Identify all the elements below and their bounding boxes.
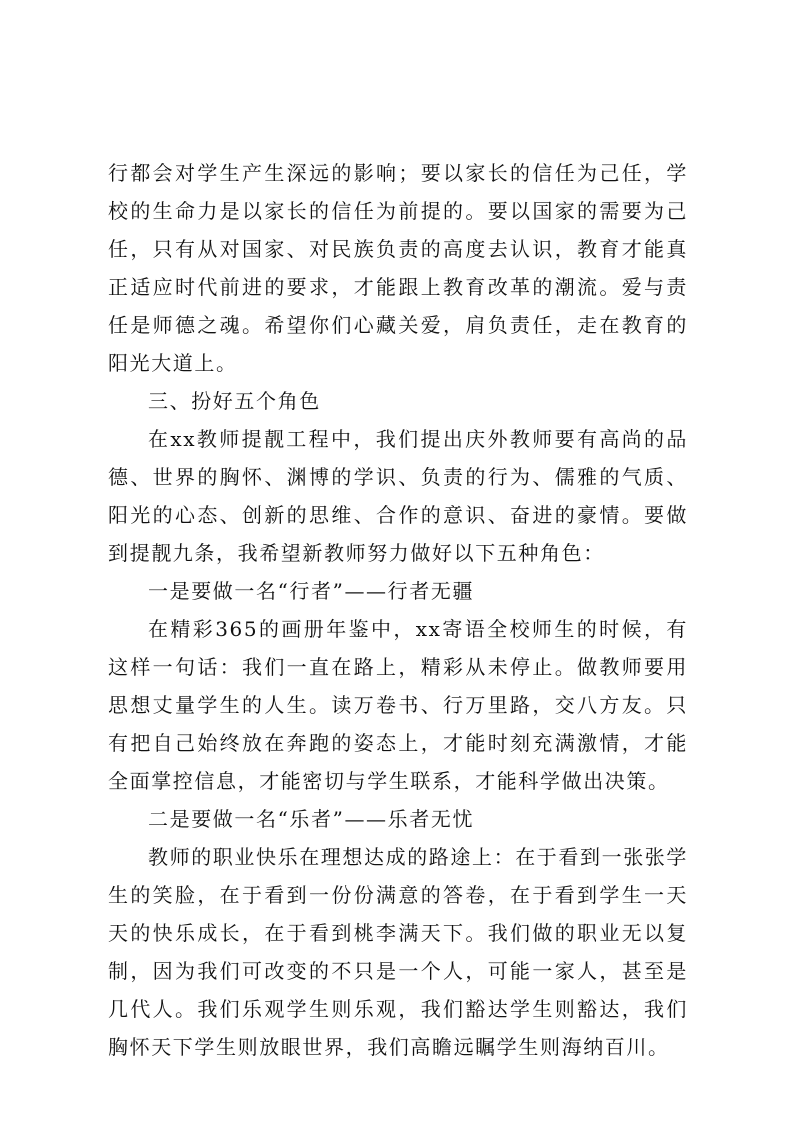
subheading-joyful: 二是要做一名“乐者”——乐者无忧	[148, 807, 475, 831]
document-body	[108, 154, 688, 1066]
subheading-walker: 一是要做一名“行者”——行者无疆	[148, 579, 475, 603]
paragraph-continuation: 行都会对学生产生深远的影响；要以家长的信任为己任，学校的生命力是以家长的信任为前提的。要以国家的需要为己任，只有从对国家、对民族负责的高度去认识，教育才能真正适应时代前进的要求，才能跟上教育改革的潮流。爱与责任是师德之魂。希望你们心藏关爱，肩负责任，走在教育的阳光大道上。	[108, 161, 688, 375]
paragraph-walker: 在精彩365的画册年鉴中，xx寄语全校师生的时候，有这样一句话：我们一直在路上，精彩从未停止。做教师要用思想丈量学生的人生。读万卷书、行万里路，交八方友。只有把自己始终放在奔跑的姿态上，才能时刻充满激情，才能全面掌控信息，才能密切与学生联系，才能科学做出决策。	[108, 617, 688, 793]
paragraph-intro: 在xx教师提靓工程中，我们提出庆外教师要有高尚的品德、世界的胸怀、渊博的学识、负责的行为、儒雅的气质、阳光的心态、创新的思维、合作的意识、奋进的豪情。要做到提靓九条，我希望新教师努力做好以下五种角色：	[108, 427, 688, 565]
paragraph-joyful: 教师的职业快乐在理想达成的路途上：在于看到一张张学生的笑脸，在于看到一份份满意的答卷，在于看到学生一天天的快乐成长，在于看到桃李满天下。我们做的职业无以复制，因为我们可改变的不只是一个人，可能一家人，甚至是几代人。我们乐观学生则乐观，我们豁达学生则豁达，我们胸怀天下学生则放眼世界，我们高瞻远瞩学生则海纳百川。	[108, 845, 688, 1059]
section-heading: 三、扮好五个角色	[148, 389, 321, 413]
